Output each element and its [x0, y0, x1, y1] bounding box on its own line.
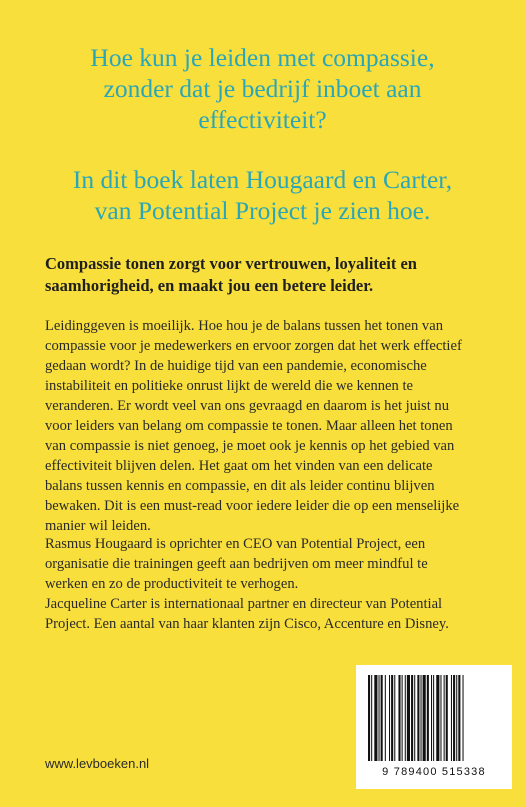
text-line: effectiviteit blijven delen. Het gaat om het vinden van een delicate — [45, 458, 433, 474]
bio-hougaard — [45, 534, 485, 594]
lead-line: saamhorigheid, en maakt jou een betere leider. — [45, 276, 374, 295]
lead-paragraph — [45, 253, 490, 297]
text-line: van compassie is niet genoeg, je moet ook je kennis op het gebied van — [45, 438, 455, 454]
headline-answer — [30, 164, 495, 226]
headline-line: effectiviteit? — [198, 105, 327, 134]
barcode-bar — [379, 675, 380, 761]
text-line: compassie voor je medewerkers en ervoor zorgen dat het werk effectief — [45, 338, 462, 354]
headline-question — [30, 42, 495, 135]
text-line: Rasmus Hougaard is oprichter en CEO van Potential Project, een — [45, 536, 426, 552]
barcode-bar — [421, 675, 422, 761]
barcode-bar — [374, 675, 377, 761]
barcode-bar — [371, 675, 372, 761]
isbn-number: 9 789400 515338 — [382, 766, 486, 778]
text-line: gedaan wordt? In de huidige tijd van een pandemie, economische — [45, 358, 427, 374]
headline-line: van Potential Project je zien hoe. — [94, 196, 431, 225]
barcode-bar — [414, 675, 415, 761]
text-line: balans tussen kennis en compassie, en dit als leider continu blijven — [45, 478, 435, 494]
barcode-bar — [405, 675, 406, 761]
barcode-bar — [407, 675, 410, 761]
barcode-bar — [456, 675, 457, 761]
description-paragraph — [45, 316, 485, 536]
text-line: bewaken. Dit is een must-read voor iedere leider die op een menselijke — [45, 498, 460, 514]
text-line: Jacqueline Carter is internationaal partner en directeur van Potential — [45, 596, 443, 612]
isbn-barcode — [356, 665, 512, 789]
barcode-bar — [444, 675, 445, 761]
barcode-bar — [381, 675, 383, 761]
barcode-bar — [394, 675, 395, 761]
lead-line: Compassie tonen zorgt voor vertrouwen, loyaliteit en — [45, 254, 417, 273]
text-line: Project. Een aantal van haar klanten zijn Cisco, Accenture en Disney. — [45, 616, 449, 632]
barcode-bar — [446, 675, 448, 761]
author-bios — [45, 534, 485, 634]
bio-carter — [45, 594, 485, 634]
headline-line: In dit boek laten Hougaard en Carter, — [72, 165, 453, 194]
text-line: manier wil leiden. — [45, 518, 151, 534]
text-line: organisatie die trainingen geeft aan bedrijven om meer mindful te — [45, 556, 428, 572]
text-line: Leidinggeven is moeilijk. Hoe hou je de balans tussen het tonen van — [45, 318, 443, 334]
barcode-bar — [431, 675, 432, 761]
text-line: voor leiders van belang om compassie te tonen. Maar alleen het tonen — [45, 418, 453, 434]
barcode-bar — [458, 675, 460, 761]
barcode-bar — [411, 675, 413, 761]
barcode-bar — [385, 675, 386, 761]
headline-line: Hoe kun je leiden met compassie, — [90, 43, 435, 72]
barcode-bar — [389, 675, 390, 761]
barcode-bar — [398, 675, 400, 761]
barcode-bar — [451, 675, 452, 761]
text-line: veranderen. Er wordt veel van ons gevraagd en daarom is het juist nu — [45, 398, 450, 414]
barcode-bars-icon — [356, 665, 512, 765]
barcode-bar — [423, 675, 426, 761]
barcode-bar — [453, 675, 455, 761]
text-line: werken en zo de productiviteit te verhogen. — [45, 576, 299, 592]
barcode-bar — [463, 675, 464, 761]
headline-line: zonder dat je bedrijf inboet aan — [103, 74, 422, 103]
barcode-bar — [436, 675, 439, 761]
text-line: instabiliteit en politieke onrust lijkt de wereld die we kennen te — [45, 378, 413, 394]
barcode-bar — [417, 675, 419, 761]
publisher-website: www.levboeken.nl — [45, 756, 150, 771]
barcode-bar — [427, 675, 429, 761]
barcode-bar — [433, 675, 434, 761]
barcode-bar — [368, 675, 370, 761]
barcode-bar — [402, 675, 403, 761]
barcode-bar — [440, 675, 441, 761]
barcode-bar — [391, 675, 393, 761]
